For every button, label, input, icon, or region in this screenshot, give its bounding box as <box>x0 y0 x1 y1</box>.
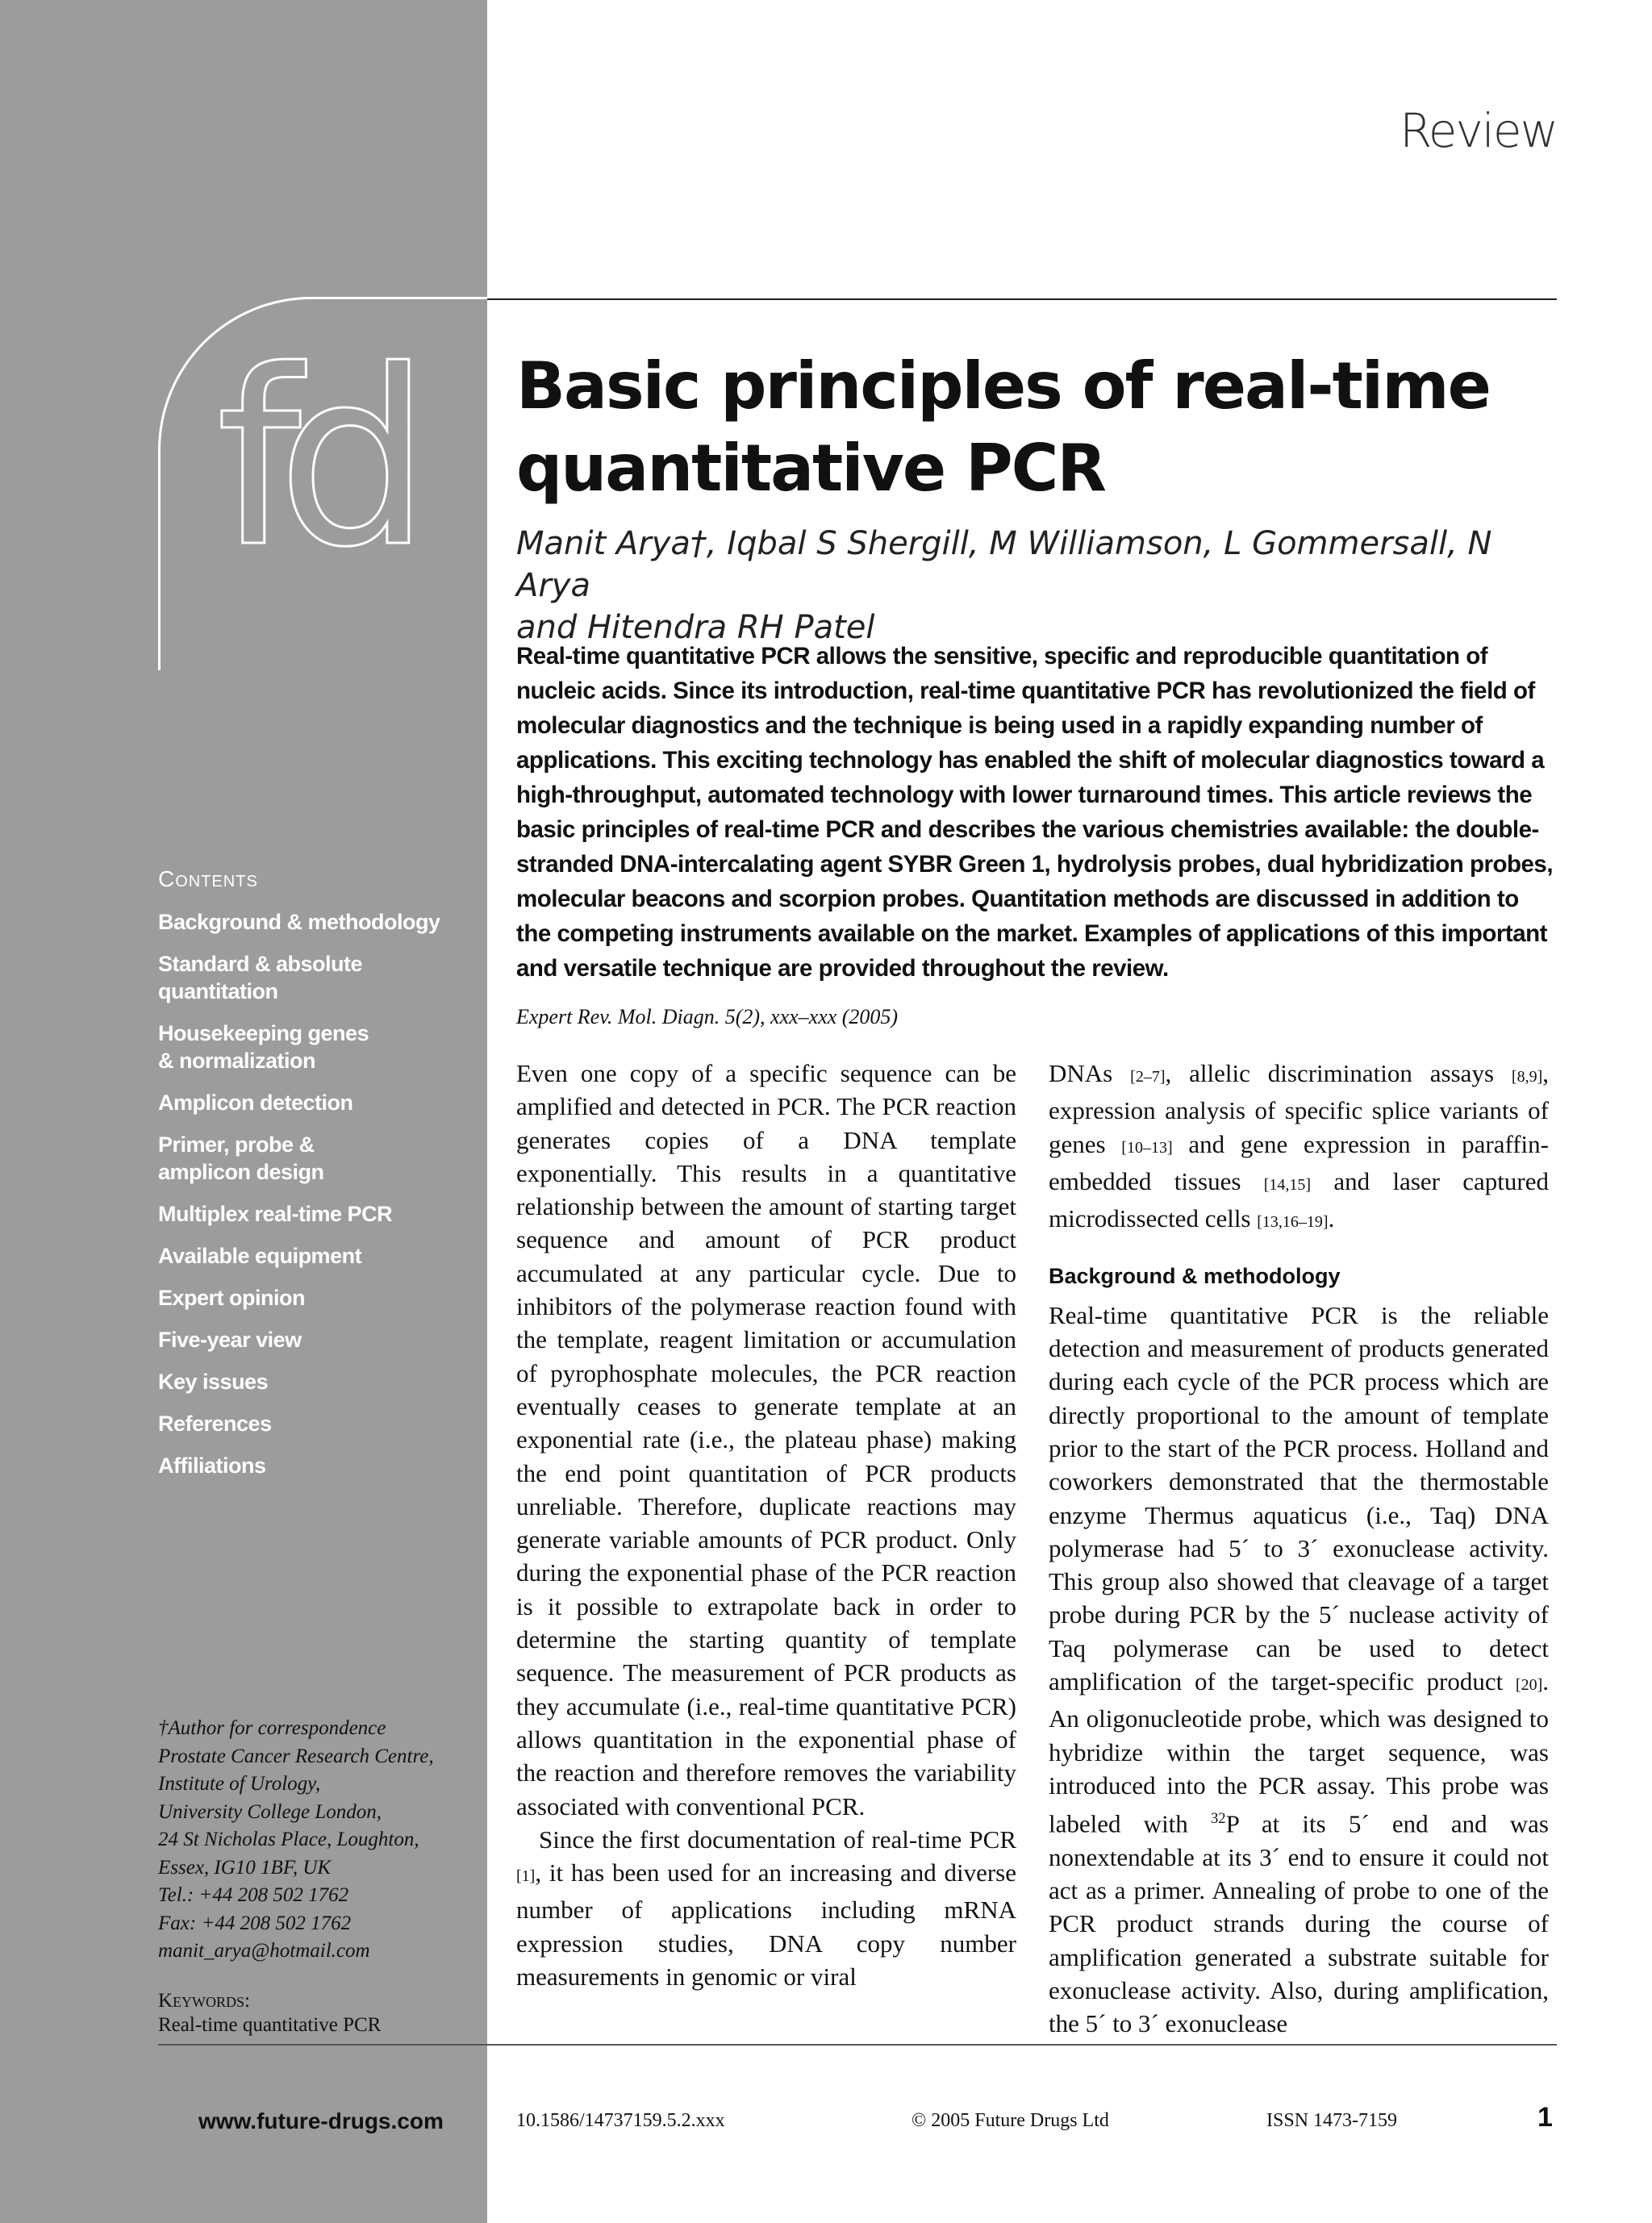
reference-link[interactable]: [2–7] <box>1130 1068 1166 1086</box>
reference-link[interactable]: [13,16–19] <box>1257 1213 1329 1232</box>
correspondence-line: Fax: +44 208 502 1762 <box>158 1912 352 1934</box>
text-run: , expression analysis of specific splice variants of genes <box>1049 1059 1549 1158</box>
page-number: 1 <box>1537 2102 1553 2133</box>
keywords-block <box>158 1989 381 2037</box>
body-column-1 <box>516 1057 1016 1993</box>
contents-item-background[interactable]: Background & methodology <box>158 910 440 934</box>
keywords-list: Real-time quantitative PCR <box>158 2014 382 2036</box>
correspondence-email[interactable]: manit_arya@hotmail.com <box>158 1940 370 1962</box>
keywords-title: Keywords: <box>158 1990 250 2012</box>
text-run: . An oligonucleotide probe, which was designed to hybridize within the target sequence, was introduced into the PCR assay. This probe was labeled with <box>1049 1667 1549 1838</box>
article-authors <box>516 523 1533 649</box>
contents-item-references[interactable]: References <box>158 1412 272 1436</box>
contents-item-equipment[interactable]: Available equipment <box>158 1244 362 1268</box>
journal-citation <box>516 1005 898 1029</box>
contents-item-affiliations[interactable]: Affiliations <box>158 1454 266 1478</box>
contents-item-amplicon-detection[interactable]: Amplicon detection <box>158 1091 353 1115</box>
authors-line-1: Manit Arya†, Iqbal S Shergill, M Williamson, L Gommersall, N Arya <box>516 525 1492 604</box>
text-run: P at its 5´ end and was nonextendable at its 3´ end to ensure it could not act as a primer. Annealing of probe to one of the PCR product strands during the course of amplification generated a substrate suitable for exonuclease activity. Also, during amplification, the 5´ to 3´ exonuclease <box>1049 1809 1549 2038</box>
text-run: and laser captured microdissected cells <box>1049 1166 1549 1233</box>
correspondence-line: University College London, <box>158 1800 382 1823</box>
body-paragraph: Even one copy of a specific sequence can be amplified and detected in PCR. The PCR reaction generates copies of a DNA template exponentially. This results in a quantitative relationship between the amount of starting target sequence and amount of PCR product accumulated at any particular cycle. Due to inhibitors of the polymerase reaction found with the template, reagent limitation or accumulation of pyrophosphate molecules, the PCR reaction eventually ceases to generate template at an exponential rate (i.e., the plateau phase) making the end point quantitation of PCR products unreliable. Therefore, duplicate reactions may generate variable amounts of PCR product. Only during the exponential phase of the PCR reaction is it possible to extrapolate back in order to determine the starting quantity of template sequence. The measurement of PCR products as they accumulate (i.e., real-time quantitative PCR) allows quantitation in the exponential phase of the reaction and therefore removes the variability associated with conventional PCR. <box>516 1059 1016 1821</box>
correspondence-line: Essex, IG10 1BF, UK <box>158 1856 332 1879</box>
text-run: DNAs <box>1049 1059 1131 1087</box>
footer-doi: 10.1586/14737159.5.2.xxx <box>516 2110 725 2131</box>
article-abstract: Real-time quantitative PCR allows the sensitive, specific and reproducible quantitation of nucleic acids. Since its introduction, real-time quantitative PCR has revolutionized the field of molecular diagnostics and the technique is being used in a rapidly expanding number of applications. This exciting technology has enabled the shift of molecular diagnostics toward a high-throughput, automated technology with lower turnaround times. This article reviews the basic principles of real-time PCR and describes the various chemistries available: the double-stranded DNA-intercalating agent SYBR Green 1, hydrolysis probes, dual hybridization probes, molecular beacons and scorpion probes. Quantitation methods are discussed in addition to the competing instruments available on the market. Examples of applications of this important and versatile technique are provided throughout the review. <box>516 643 1554 982</box>
correspondence-block <box>158 1715 481 1966</box>
body-column-2 <box>1049 1057 1549 2041</box>
correspondence-line: 24 St Nicholas Place, Loughton, <box>158 1829 419 1850</box>
reference-link[interactable]: [8,9] <box>1511 1068 1543 1086</box>
contents-item-housekeeping[interactable]: Housekeeping genes & normalization <box>158 1021 369 1073</box>
contents-box <box>158 866 481 1494</box>
reference-link[interactable]: [14,15] <box>1263 1175 1312 1194</box>
section-label: Review <box>1400 103 1557 158</box>
authors-line-2: and Hitendra RH Patel <box>516 609 875 646</box>
text-run: and gene expression in paraffin-embedded tissues <box>1049 1129 1549 1195</box>
text-run: Real-time quantitative PCR is the reliable detection and measurement of products generated during each cycle of the PCR process which are directly proportional to the amount of template prior to the start of the PCR process. Holland and coworkers demonstrated that the thermostable enzyme Thermus aquaticus (i.e., Taq) DNA polymerase had 5´ to 3´ exonuclease activity. This group also showed that cleavage of a target probe during PCR by the 5´ nuclease activity of Taq polymerase can be used to detect amplification of the target-specific product <box>1049 1300 1549 1696</box>
contents-item-primer-design[interactable]: Primer, probe & amplicon design <box>158 1132 324 1184</box>
footer-divider <box>487 2044 1557 2046</box>
body-paragraph <box>1049 1299 1549 2041</box>
correspondence-line: Prostate Cancer Research Centre, <box>158 1745 434 1767</box>
section-heading: Background & methodology <box>1049 1264 1341 1289</box>
contents-item-five-year-view[interactable]: Five-year view <box>158 1328 302 1352</box>
superscript: 32 <box>1210 1810 1226 1828</box>
correspondence-line: †Author for correspondence <box>158 1717 386 1739</box>
text-run: , allelic discrimination assays <box>1165 1059 1512 1087</box>
footer-issn: ISSN 1473-7159 <box>1266 2110 1398 2131</box>
sidebar-panel <box>0 0 487 2223</box>
contents-item-key-issues[interactable]: Key issues <box>158 1370 269 1394</box>
article-title: Basic principles of real-time quantitative PCR <box>516 348 1490 506</box>
contents-item-expert-opinion[interactable]: Expert opinion <box>158 1286 305 1310</box>
body-paragraph <box>1049 1057 1549 1239</box>
text-run: , it has been used for an increasing and diverse number of applications including mRNA expression studies, DNA copy number measurements in genomic or viral <box>516 1858 1016 1992</box>
header-divider <box>487 298 1557 300</box>
journal-logo: fd <box>216 319 407 600</box>
reference-link[interactable]: [20] <box>1515 1676 1543 1695</box>
correspondence-line: Tel.: +44 208 502 1762 <box>158 1884 349 1906</box>
text-run: Since the first documentation of real-time PCR <box>539 1825 1016 1854</box>
reference-link[interactable]: [10–13] <box>1121 1138 1173 1157</box>
footer-copyright: © 2005 Future Drugs Ltd <box>912 2110 1109 2131</box>
contents-item-quantitation[interactable]: Standard & absolute quantitation <box>158 952 363 1003</box>
citation-text: Expert Rev. Mol. Diagn. 5(2), xxx–xxx (2005) <box>516 1005 899 1028</box>
footer-website-link[interactable]: www.future-drugs.com <box>198 2108 444 2133</box>
contents-title: Contents <box>158 866 258 891</box>
footer-divider <box>158 2044 487 2046</box>
reference-link[interactable]: [1] <box>516 1867 536 1886</box>
correspondence-line: Institute of Urology, <box>158 1773 321 1795</box>
text-run: . <box>1328 1204 1335 1233</box>
contents-item-multiplex[interactable]: Multiplex real-time PCR <box>158 1202 393 1226</box>
body-paragraph <box>516 1823 1016 1993</box>
